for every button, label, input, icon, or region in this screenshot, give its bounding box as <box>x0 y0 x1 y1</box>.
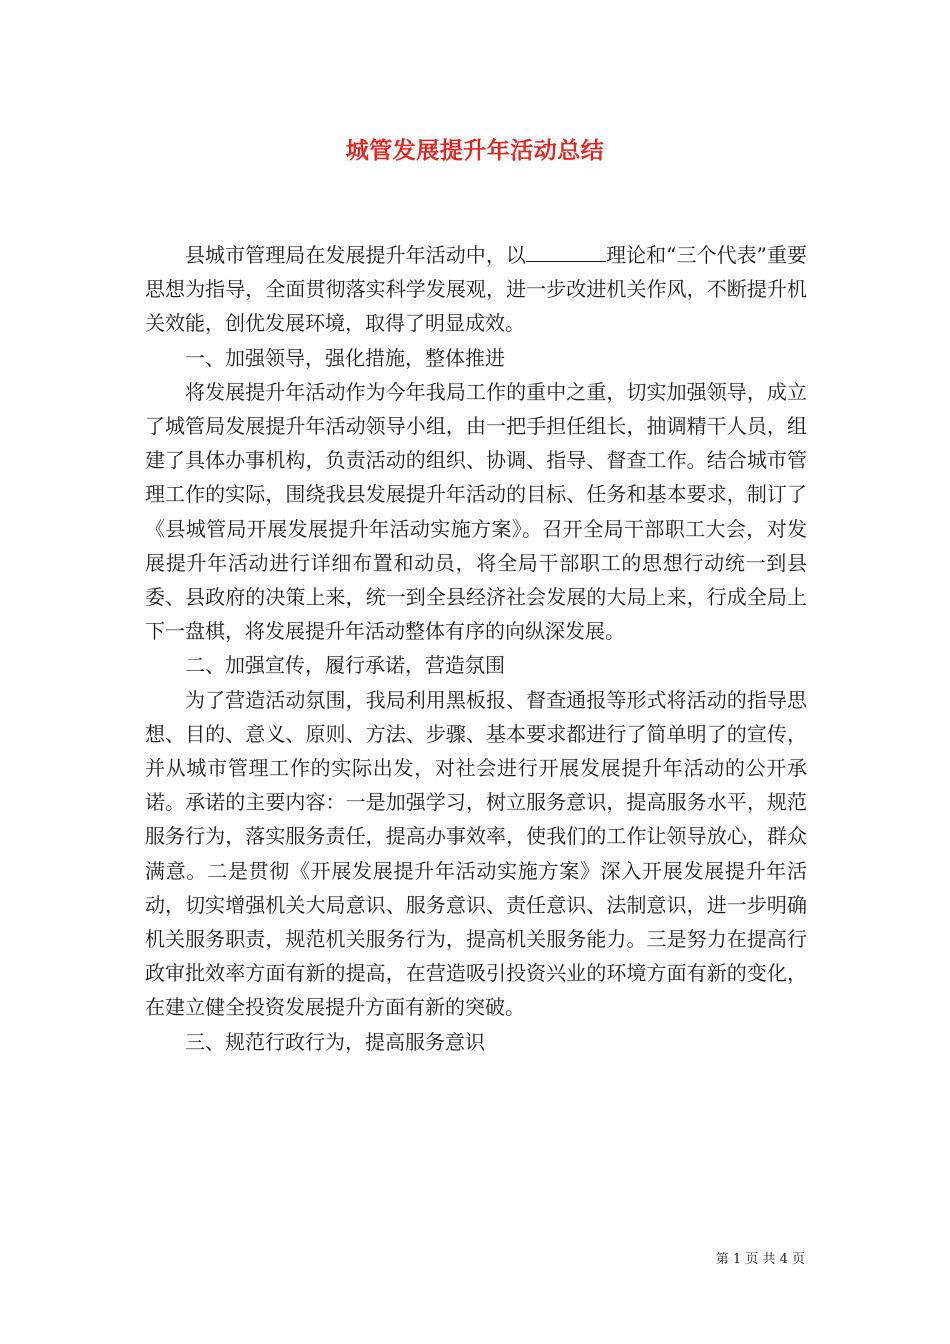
document-body <box>145 238 807 1059</box>
intro-paragraph <box>145 238 807 341</box>
page-indicator: 第 1 页 共 4 页 <box>715 1252 805 1267</box>
section-heading-1: 一、加强领导，强化措施，整体推进 <box>185 345 505 370</box>
section-body-1: 将发展提升年活动作为今年我局工作的重中之重，切实加强领导，成立了城管局发展提升年活动领导小组，由一把手担任组长，抽调精干人员，组建了具体办事机构，负责活动的组织、协调、指导、督查工作。结合城市管理工作的实际，围绕我县发展提升年活动的目标、任务和基本要求，制订了《县城管局开展发展提升年活动实施方案》。召开全局干部职工大会，对发展提升年活动进行详细布置和动员，将全局干部职工的思想行动统一到县委、县政府的决策上来，统一到全县经济社会发展的大局上来，行成全局上下一盘棋，将发展提升年活动整体有序的向纵深发展。 <box>145 379 807 644</box>
intro-text-start: 县城市管理局在发展提升年活动中，以 <box>185 243 526 267</box>
section-heading-3: 三、规范行政行为，提高服务意识 <box>185 1029 485 1054</box>
section-heading-2: 二、加强宣传，履行承诺，营造氛围 <box>185 653 505 678</box>
section-body-2: 为了营造活动氛围，我局利用黑板报、督查通报等形式将活动的指导思想、目的、意义、原则、方法、步骤、基本要求都进行了简单明了的宣传，并从城市管理工作的实际出发，对社会进行开展发展提升年活动的公开承诺。承诺的主要内容：一是加强学习，树立服务意识，提高服务水平，规范服务行为，落实服务责任，提高办事效率，使我们的工作让领导放心，群众满意。二是贯彻《开展发展提升年活动实施方案》深入开展发展提升年活动，切实增强机关大局意识、服务意识、责任意识、法制意识，进一步明确机关服务职责，规范机关服务行为，提高机关服务能力。三是努力在提高行政审批效率方面有新的提高，在营造吸引投资兴业的环境方面有新的变化，在建立健全投资发展提升方面有新的突破。 <box>145 687 807 1020</box>
intro-text-end: 理论和“三个代表”重要思想为指导，全面贯彻落实科学发展观，进一步改进机关作风，不断提升机关效能，创优发展环境，取得了明显成效。 <box>145 243 808 336</box>
fill-in-blank <box>526 243 606 262</box>
page-title: 城管发展提升年活动总结 <box>345 137 605 164</box>
